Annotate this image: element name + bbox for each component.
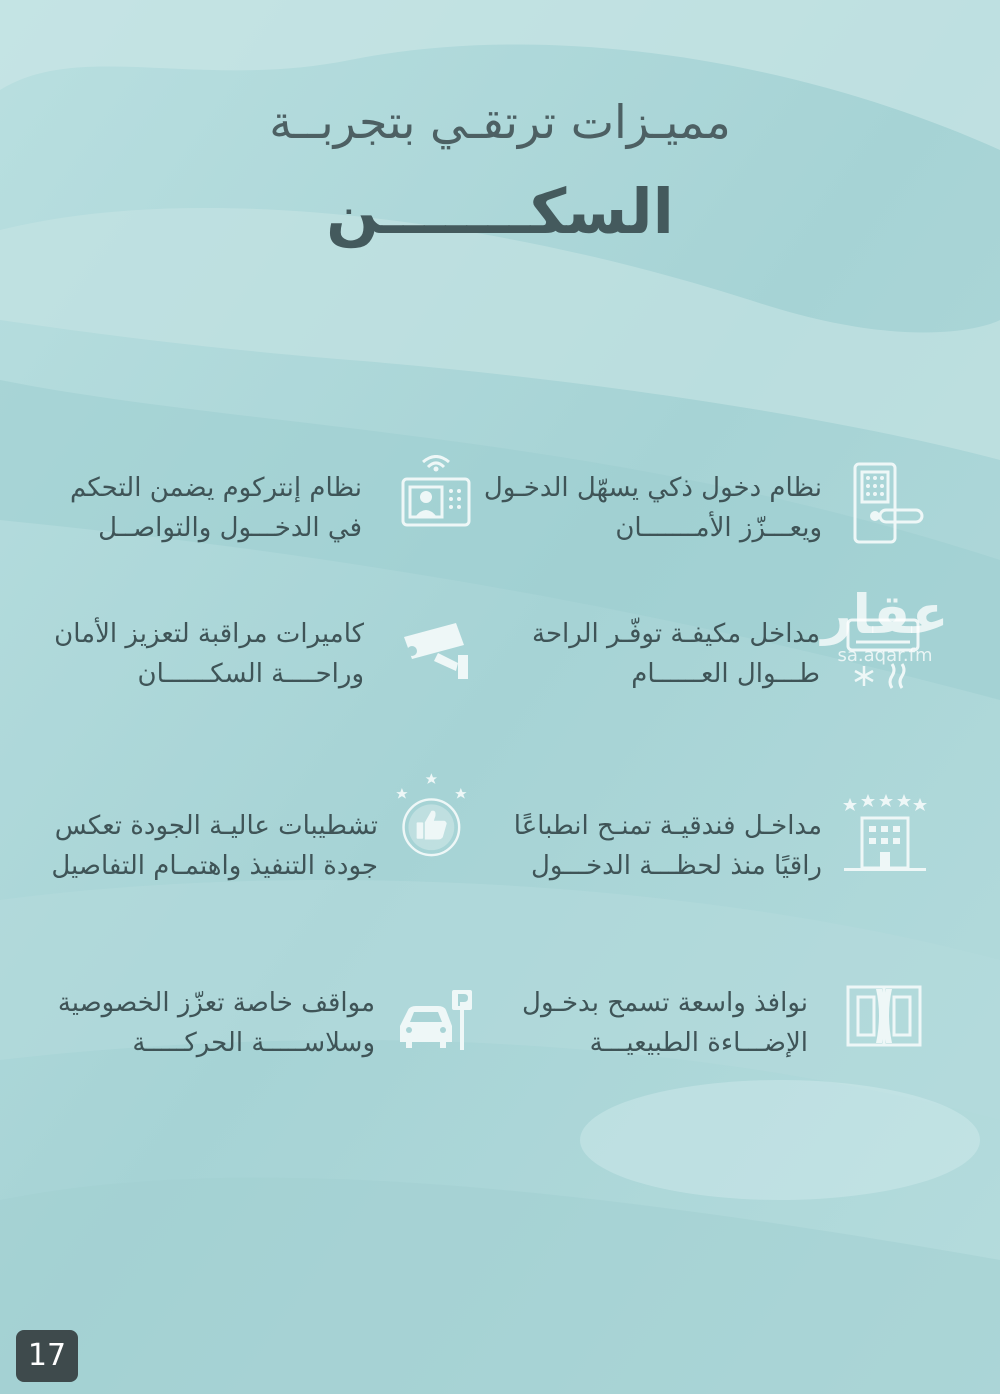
feature-text: مداخـل فندقيـة تمنـح انطباعًا xyxy=(513,811,822,841)
feature-text: ويعـــزّز الأمـــــــان xyxy=(615,513,822,543)
quality-thumbs-up-icon xyxy=(388,770,478,860)
feature-text: نوافذ واسعة تسمح بدخـول xyxy=(522,988,808,1018)
feature-text: كاميرات مراقبة لتعزيز الأمان xyxy=(54,619,364,649)
feature-text: تشطيبات عاليـة الجودة تعكس xyxy=(54,811,378,841)
feature-private-parking xyxy=(58,983,375,1063)
feature-text: مداخل مكيفـة توفّـر الراحة xyxy=(532,619,820,649)
watermark-brand: عقار xyxy=(821,583,949,646)
smart-lock-icon xyxy=(840,460,930,550)
feature-text: نظام دخول ذكي يسهّل الدخـول xyxy=(483,473,822,503)
feature-text: وراحــــة السكــــــان xyxy=(137,659,364,689)
feature-text: طـــوال العــــــام xyxy=(631,659,820,689)
window-icon xyxy=(840,975,930,1065)
feature-text: وسلاســـــة الحركـــــة xyxy=(132,1028,375,1058)
feature-text: في الدخـــول والتواصــل xyxy=(98,513,362,543)
feature-text: مواقف خاصة تعزّز الخصوصية xyxy=(57,988,375,1018)
hotel-building-icon xyxy=(840,790,930,880)
feature-intercom xyxy=(70,468,362,548)
feature-air-conditioned-entrances xyxy=(532,614,820,694)
watermark-domain: sa.aqar.fm xyxy=(837,645,933,666)
feature-smart-entry xyxy=(484,468,822,548)
page-number-badge: 17 xyxy=(16,1330,78,1382)
feature-large-windows xyxy=(522,983,808,1063)
security-camera-icon xyxy=(398,615,488,705)
feature-text: جودة التنفيذ واهتمـام التفاصيل xyxy=(51,851,378,881)
feature-text: الإضـــاءة الطبيعيـــة xyxy=(589,1028,808,1058)
feature-text: نظام إنتركوم يضمن التحكم xyxy=(70,473,362,503)
aqar-watermark xyxy=(810,585,960,685)
feature-surveillance-cameras xyxy=(54,614,364,694)
feature-high-quality-finishes xyxy=(51,806,378,886)
parking-car-icon xyxy=(394,978,484,1068)
feature-text: راقيًا منذ لحظـــة الدخـــول xyxy=(530,851,822,881)
feature-hotel-entrances xyxy=(514,806,822,886)
page-title-line-1: مميـزات ترتقـي بتجربــة xyxy=(269,95,731,149)
intercom-icon xyxy=(398,455,488,545)
page-title-line-2: السكـــــــن xyxy=(326,175,674,248)
